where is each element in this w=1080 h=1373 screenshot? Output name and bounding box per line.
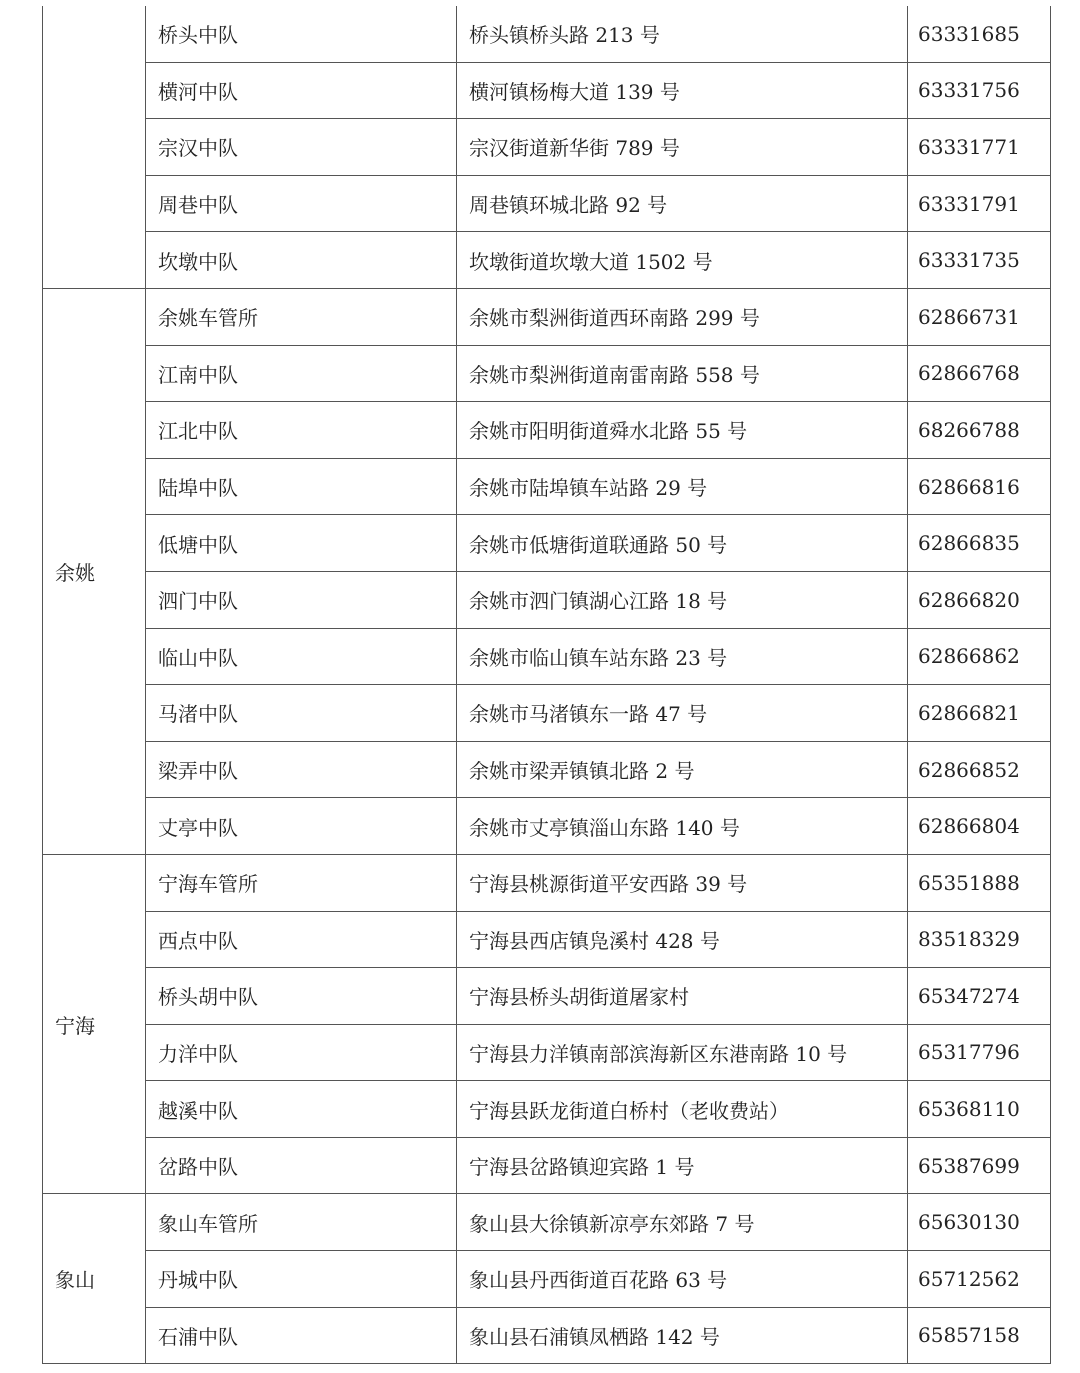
address-cell: 余姚市马渚镇东一路 47 号: [457, 685, 908, 742]
unit-name-cell: 丈亭中队: [146, 798, 457, 855]
address-cell: 余姚市梨洲街道南雷南路 558 号: [457, 345, 908, 402]
table-row: [43, 175, 1051, 232]
unit-name-cell: 越溪中队: [146, 1081, 457, 1138]
address-cell: 宁海县力洋镇南部滨海新区东港南路 10 号: [457, 1024, 908, 1081]
unit-name-cell: 象山车管所: [146, 1194, 457, 1251]
phone-cell: 62866816: [908, 458, 1051, 515]
unit-name-cell: 泗门中队: [146, 571, 457, 628]
table-row: [43, 854, 1051, 911]
phone-cell: 65387699: [908, 1137, 1051, 1194]
table-row: [43, 232, 1051, 289]
unit-name-cell: 低塘中队: [146, 515, 457, 572]
unit-name-cell: 桥头中队: [146, 6, 457, 62]
address-cell: 坎墩街道坎墩大道 1502 号: [457, 232, 908, 289]
address-cell: 余姚市临山镇车站东路 23 号: [457, 628, 908, 685]
address-cell: 象山县丹西街道百花路 63 号: [457, 1251, 908, 1308]
unit-name-cell: 桥头胡中队: [146, 968, 457, 1025]
address-cell: 周巷镇环城北路 92 号: [457, 175, 908, 232]
phone-cell: 65351888: [908, 854, 1051, 911]
phone-cell: 65712562: [908, 1251, 1051, 1308]
table-row: [43, 685, 1051, 742]
unit-name-cell: 丹城中队: [146, 1251, 457, 1308]
address-cell: 余姚市梁弄镇镇北路 2 号: [457, 741, 908, 798]
phone-cell: 62866852: [908, 741, 1051, 798]
address-cell: 宁海县跃龙街道白桥村（老收费站）: [457, 1081, 908, 1138]
region-cell: 余姚: [43, 288, 146, 854]
phone-cell: 63331771: [908, 119, 1051, 176]
phone-cell: 62866731: [908, 288, 1051, 345]
table-row: [43, 345, 1051, 402]
unit-name-cell: 余姚车管所: [146, 288, 457, 345]
unit-name-cell: 江南中队: [146, 345, 457, 402]
phone-cell: 62866804: [908, 798, 1051, 855]
unit-name-cell: 横河中队: [146, 62, 457, 119]
unit-name-cell: 石浦中队: [146, 1307, 457, 1364]
traffic-police-office-table: [42, 6, 1051, 1364]
phone-cell: 65317796: [908, 1024, 1051, 1081]
address-cell: 余姚市阳明街道舜水北路 55 号: [457, 402, 908, 459]
table-row: [43, 402, 1051, 459]
phone-cell: 83518329: [908, 911, 1051, 968]
address-cell: 象山县大徐镇新凉亭东郊路 7 号: [457, 1194, 908, 1251]
table-row: [43, 119, 1051, 176]
phone-cell: 68266788: [908, 402, 1051, 459]
address-cell: 象山县石浦镇凤栖路 142 号: [457, 1307, 908, 1364]
region-cell: 宁海: [43, 854, 146, 1194]
table-row: [43, 1024, 1051, 1081]
table-row: [43, 6, 1051, 62]
unit-name-cell: 江北中队: [146, 402, 457, 459]
address-cell: 宁海县桥头胡街道屠家村: [457, 968, 908, 1025]
unit-name-cell: 陆埠中队: [146, 458, 457, 515]
unit-name-cell: 梁弄中队: [146, 741, 457, 798]
phone-cell: 63331685: [908, 6, 1051, 62]
table-row: [43, 911, 1051, 968]
phone-cell: 65368110: [908, 1081, 1051, 1138]
unit-name-cell: 坎墩中队: [146, 232, 457, 289]
phone-cell: 62866821: [908, 685, 1051, 742]
table-row: [43, 798, 1051, 855]
table-row: [43, 62, 1051, 119]
unit-name-cell: 宗汉中队: [146, 119, 457, 176]
address-cell: 余姚市泗门镇湖心江路 18 号: [457, 571, 908, 628]
address-cell: 宁海县岔路镇迎宾路 1 号: [457, 1137, 908, 1194]
phone-cell: 65857158: [908, 1307, 1051, 1364]
address-cell: 宁海县西店镇凫溪村 428 号: [457, 911, 908, 968]
phone-cell: 63331735: [908, 232, 1051, 289]
phone-cell: 62866768: [908, 345, 1051, 402]
phone-cell: 62866835: [908, 515, 1051, 572]
region-cell: 象山: [43, 1194, 146, 1364]
address-cell: 横河镇杨梅大道 139 号: [457, 62, 908, 119]
table-body: [43, 6, 1051, 1364]
unit-name-cell: 马渚中队: [146, 685, 457, 742]
address-cell: 宗汉街道新华街 789 号: [457, 119, 908, 176]
address-cell: 余姚市陆埠镇车站路 29 号: [457, 458, 908, 515]
table-row: [43, 515, 1051, 572]
phone-cell: 62866862: [908, 628, 1051, 685]
phone-cell: 65630130: [908, 1194, 1051, 1251]
region-cell: [43, 6, 146, 288]
address-cell: 桥头镇桥头路 213 号: [457, 6, 908, 62]
phone-cell: 63331791: [908, 175, 1051, 232]
address-cell: 余姚市低塘街道联通路 50 号: [457, 515, 908, 572]
table-row: [43, 288, 1051, 345]
phone-cell: 62866820: [908, 571, 1051, 628]
address-cell: 余姚市梨洲街道西环南路 299 号: [457, 288, 908, 345]
address-cell: 余姚市丈亭镇淄山东路 140 号: [457, 798, 908, 855]
table-row: [43, 741, 1051, 798]
table-row: [43, 1194, 1051, 1251]
table-row: [43, 1137, 1051, 1194]
unit-name-cell: 西点中队: [146, 911, 457, 968]
unit-name-cell: 宁海车管所: [146, 854, 457, 911]
unit-name-cell: 周巷中队: [146, 175, 457, 232]
table-row: [43, 968, 1051, 1025]
table-row: [43, 628, 1051, 685]
table-row: [43, 571, 1051, 628]
table-row: [43, 1307, 1051, 1364]
unit-name-cell: 力洋中队: [146, 1024, 457, 1081]
table-row: [43, 1251, 1051, 1308]
unit-name-cell: 岔路中队: [146, 1137, 457, 1194]
unit-name-cell: 临山中队: [146, 628, 457, 685]
table-row: [43, 1081, 1051, 1138]
table-row: [43, 458, 1051, 515]
phone-cell: 65347274: [908, 968, 1051, 1025]
phone-cell: 63331756: [908, 62, 1051, 119]
address-cell: 宁海县桃源街道平安西路 39 号: [457, 854, 908, 911]
